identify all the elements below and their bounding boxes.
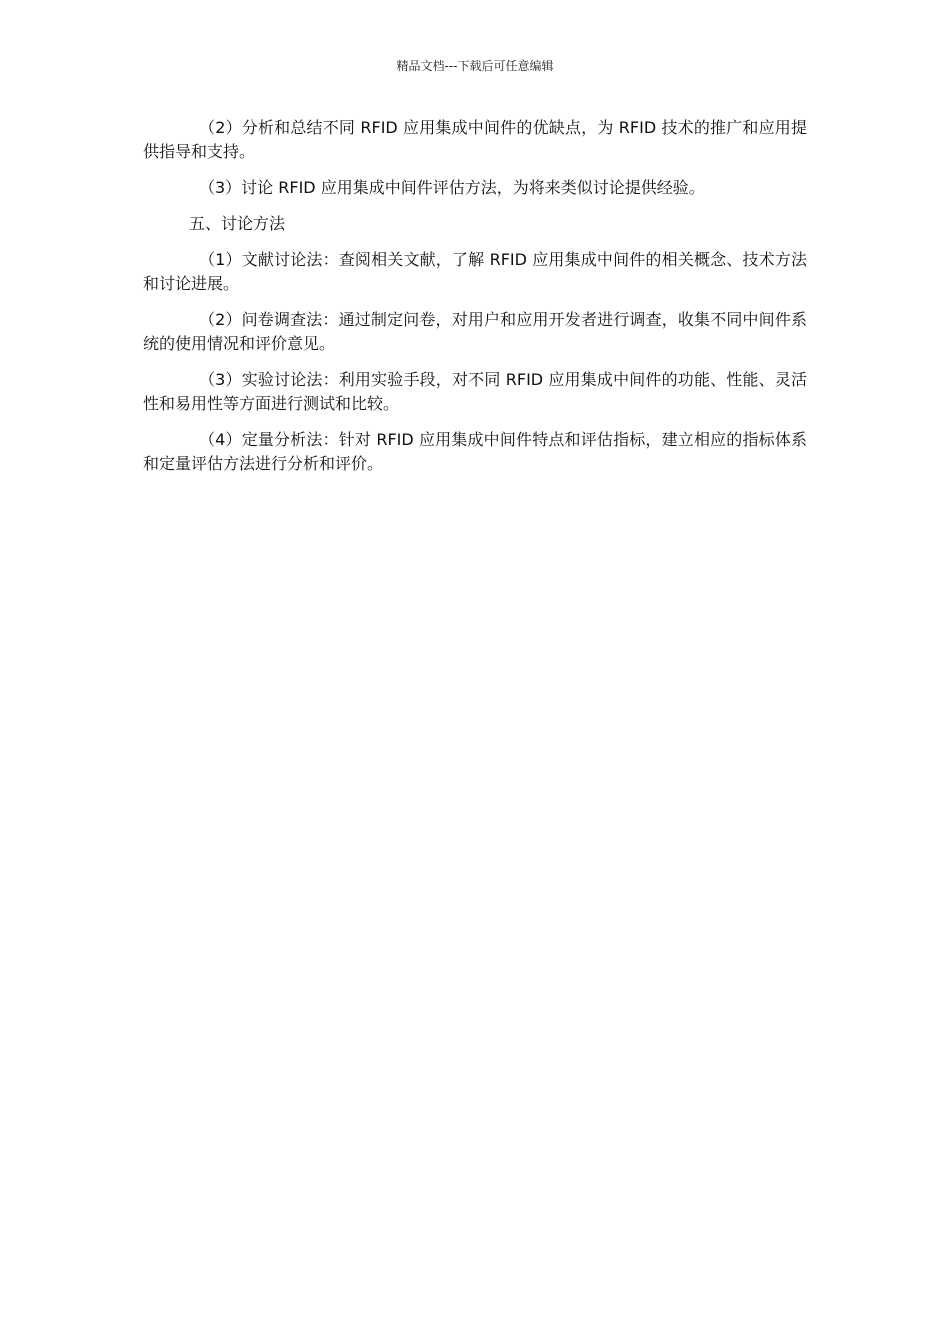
section-heading: 五、讨论方法 [189, 214, 286, 233]
page-header: 精品文档---下载后可任意编辑 [396, 59, 554, 73]
paragraph-method-2: （2）问卷调查法：通过制定问卷，对用户和应用开发者进行调查，收集不同中间件系统的使用情况和评价意见。 [143, 310, 807, 353]
paragraph-method-4: （4）定量分析法：针对 RFID 应用集成中间件特点和评估指标，建立相应的指标体系和定量评估方法进行分析和评价。 [143, 430, 807, 473]
paragraph-method-1: （1）文献讨论法：查阅相关文献，了解 RFID 应用集成中间件的相关概念、技术方法和讨论进展。 [143, 250, 807, 293]
document-body [143, 116, 807, 488]
paragraph-objective-2: （2）分析和总结不同 RFID 应用集成中间件的优缺点，为 RFID 技术的推广和应用提供指导和支持。 [143, 118, 807, 161]
paragraph-objective-3: （3）讨论 RFID 应用集成中间件评估方法，为将来类似讨论提供经验。 [199, 178, 705, 197]
paragraph-method-3: （3）实验讨论法：利用实验手段，对不同 RFID 应用集成中间件的功能、性能、灵活性和易用性等方面进行测试和比较。 [143, 370, 807, 413]
